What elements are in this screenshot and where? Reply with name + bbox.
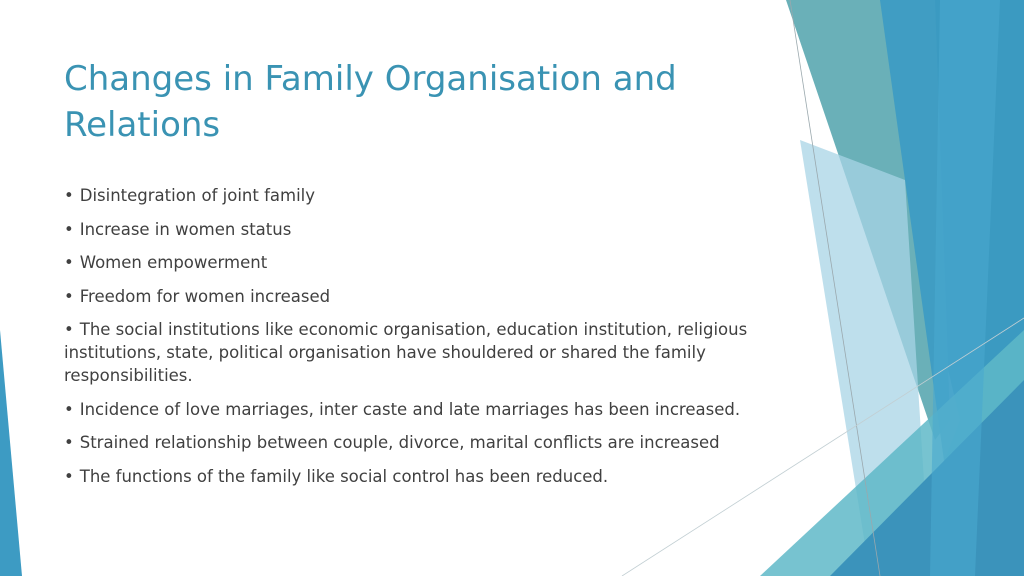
bullet-item: • Disintegration of joint family bbox=[64, 184, 784, 207]
bullet-item: • Strained relationship between couple, divorce, marital conflicts are increased bbox=[64, 431, 784, 454]
left-accent-shape bbox=[0, 330, 22, 576]
slide-title: Changes in Family Organisation and Relations bbox=[64, 59, 677, 145]
bullet-list bbox=[64, 184, 784, 498]
bullet-item: • Women empowerment bbox=[64, 251, 784, 274]
bullet-item: • Increase in women status bbox=[64, 218, 784, 241]
bullet-item: • The functions of the family like social control has been reduced. bbox=[64, 465, 784, 488]
bullet-item: • Incidence of love marriages, inter caste and late marriages has been increased. bbox=[64, 398, 784, 421]
bullet-item: • Freedom for women increased bbox=[64, 285, 784, 308]
bullet-item: • The social institutions like economic organisation, education institution, religious institutions, state, political organisation have shouldered or shared the family responsibilities. bbox=[64, 318, 784, 387]
